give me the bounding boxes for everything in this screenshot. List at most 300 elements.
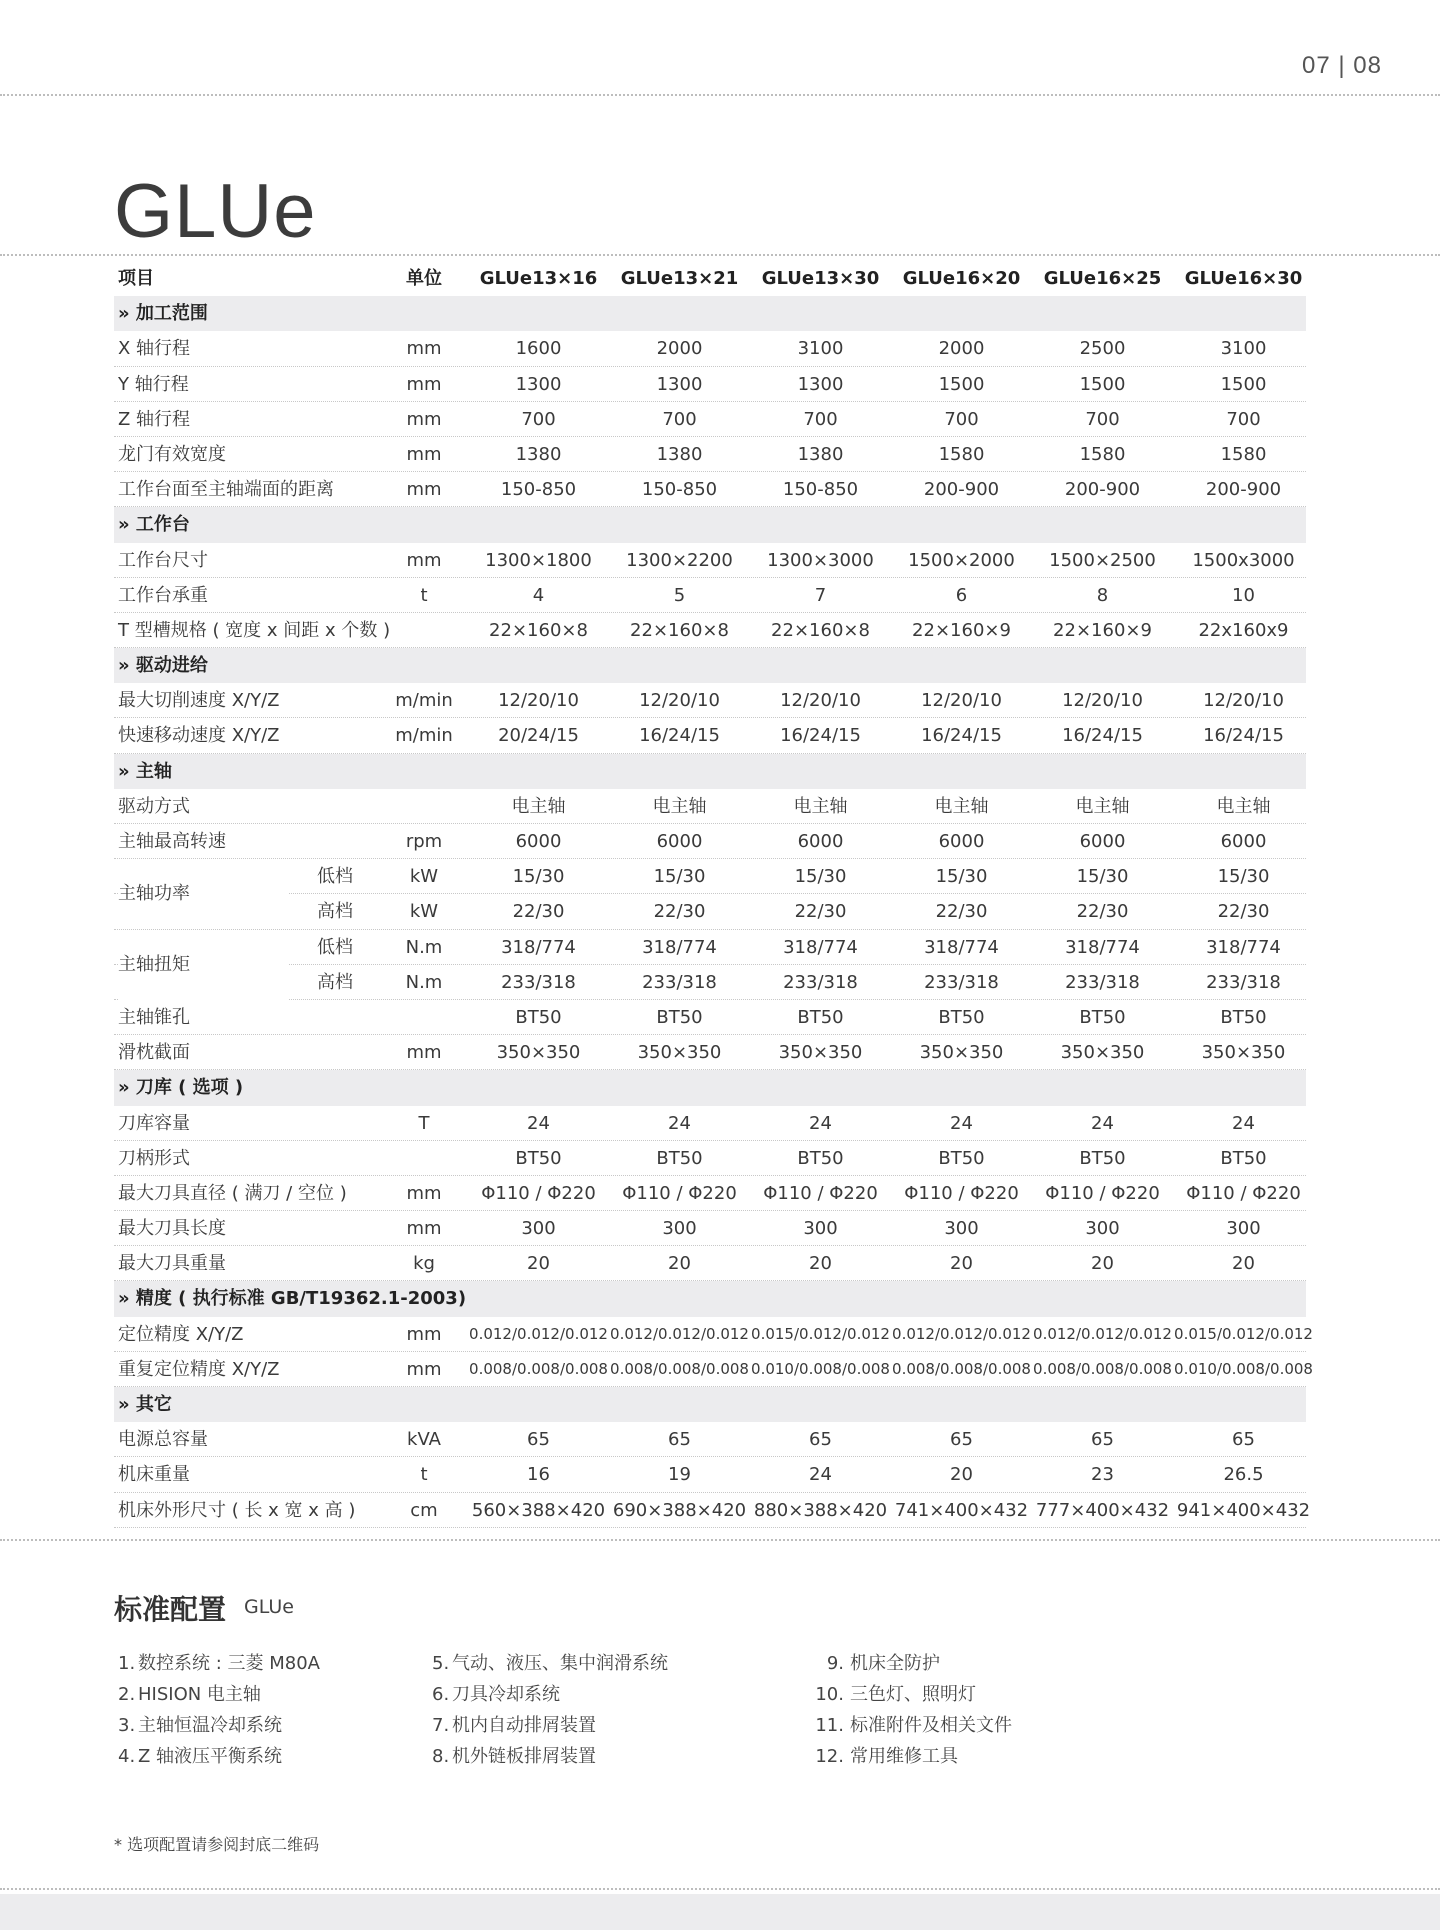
list-number: 7. [432, 1715, 450, 1736]
row-unit: mm [406, 1042, 442, 1064]
list-item [808, 1648, 1012, 1679]
cell-value: BT50 [797, 1147, 844, 1169]
cell-value: 233/318 [924, 971, 999, 993]
cell-value: 2000 [938, 338, 985, 360]
cell-value: 0.010/0.008/0.008 [751, 1359, 890, 1378]
list-item [432, 1679, 668, 1710]
cell-value: 15/30 [653, 866, 706, 888]
cell-value: BT50 [797, 1006, 844, 1028]
list-number: 5. [432, 1653, 450, 1674]
cell-value: 233/318 [501, 971, 576, 993]
row-unit: mm [406, 1218, 442, 1240]
list-item [808, 1679, 1012, 1710]
cell-value: 777×400×432 [1035, 1499, 1170, 1521]
cell-value: BT50 [656, 1147, 703, 1169]
cell-value: 300 [1085, 1218, 1120, 1240]
row-item: T 型槽规格 ( 宽度 x 间距 x 个数 ) [118, 619, 391, 641]
table-row [114, 437, 1306, 472]
cell-value: 16 [527, 1464, 550, 1486]
list-text: Z 轴液压平衡系统 [138, 1746, 283, 1767]
cell-value: 65 [527, 1429, 550, 1451]
section-header [114, 754, 1306, 789]
cell-value: 300 [521, 1218, 556, 1240]
cell-value: 6000 [797, 831, 844, 852]
row-item: Y 轴行程 [118, 373, 189, 395]
list-item [118, 1648, 320, 1679]
row-item: X 轴行程 [118, 338, 191, 360]
cell-value: 300 [1226, 1218, 1261, 1240]
cell-value: 电主轴 [652, 795, 707, 817]
bottom-divider [0, 1888, 1440, 1890]
row-unit: t [420, 584, 428, 606]
table-row [114, 472, 1306, 507]
cell-value: 22/30 [1217, 901, 1270, 923]
list-text: 标准附件及相关文件 [850, 1715, 1012, 1736]
cell-value: 0.008/0.008/0.008 [892, 1359, 1031, 1378]
cell-value: 6 [955, 584, 968, 606]
table-row [114, 930, 1306, 965]
cell-value: 15/30 [1217, 866, 1270, 888]
row-sub: 高档 [317, 901, 353, 923]
cell-value: 0.012/0.012/0.012 [1033, 1324, 1172, 1343]
table-row [114, 789, 1306, 824]
list-item [808, 1710, 1012, 1741]
cell-value: 12/20/10 [780, 690, 861, 712]
cell-value: Φ110 / Φ220 [763, 1182, 878, 1204]
cell-value: 233/318 [783, 971, 858, 993]
cell-value: 3100 [1220, 338, 1267, 360]
row-unit: kg [413, 1253, 435, 1275]
cell-value: 700 [1226, 408, 1261, 430]
cell-value: 65 [1232, 1429, 1255, 1451]
row-item: Z 轴行程 [118, 408, 191, 430]
list-text: 机外链板排屑装置 [452, 1746, 596, 1767]
cell-value: 2500 [1079, 338, 1126, 360]
cell-value: 1380 [797, 443, 844, 465]
cell-value: 6000 [938, 831, 985, 852]
cell-value: 16/24/15 [1062, 725, 1143, 747]
cell-value: 20 [527, 1253, 550, 1275]
cell-value: 65 [1091, 1429, 1114, 1451]
cell-value: 15/30 [935, 866, 988, 888]
header-model: GLUe13×16 [479, 268, 598, 289]
cell-value: 65 [950, 1429, 973, 1451]
cell-value: 24 [1232, 1112, 1255, 1134]
standard-config-title: 标准配置 [114, 1593, 227, 1626]
cell-value: 233/318 [1206, 971, 1281, 993]
table-row [114, 578, 1306, 613]
row-unit: mm [406, 408, 442, 430]
cell-value: 20 [1091, 1253, 1114, 1275]
cell-value: 22×160×9 [1053, 619, 1152, 641]
cell-value: 16/24/15 [639, 725, 720, 747]
row-item: 电源总容量 [118, 1429, 208, 1451]
row-item: 快速移动速度 X/Y/Z [118, 725, 280, 747]
cell-value: 24 [668, 1112, 691, 1134]
list-text: 气动、液压、集中润滑系统 [452, 1653, 668, 1674]
cell-value: 1380 [515, 443, 562, 465]
cell-value: 16/24/15 [780, 725, 861, 747]
cell-value: 22/30 [794, 901, 847, 923]
footnote: * 选项配置请参阅封底二维码 [114, 1835, 320, 1854]
list-number: 10. [815, 1684, 844, 1705]
row-item: 最大切削速度 X/Y/Z [118, 690, 280, 712]
list-number: 11. [815, 1715, 844, 1736]
header-model: GLUe16×20 [902, 268, 1021, 289]
cell-value: 5 [673, 584, 686, 606]
cell-value: 700 [1085, 408, 1120, 430]
cell-value: 24 [809, 1112, 832, 1134]
section-title: » 精度 ( 执行标准 GB/T19362.1-2003) [118, 1288, 467, 1310]
cell-value: 318/774 [783, 936, 858, 958]
table-bottom-divider [0, 1539, 1440, 1541]
section-header [114, 1387, 1306, 1422]
list-item [432, 1648, 668, 1679]
cell-value: 1500x3000 [1192, 549, 1295, 571]
table-row [114, 1317, 1313, 1352]
table-row [114, 1352, 1313, 1387]
cell-value: 12/20/10 [1062, 690, 1143, 712]
cell-value: 690×388×420 [612, 1499, 747, 1521]
row-unit: T [418, 1112, 430, 1134]
row-unit: m/min [395, 690, 453, 712]
table-row [114, 1493, 1311, 1528]
cell-value: 1580 [938, 443, 985, 465]
cell-value: 26.5 [1223, 1464, 1264, 1486]
table-row [114, 331, 1306, 366]
table-row [114, 1000, 1306, 1035]
row-item: 最大刀具直径 ( 满刀 / 空位 ) [118, 1182, 347, 1204]
row-unit: kVA [407, 1429, 441, 1451]
list-text: 刀具冷却系统 [452, 1684, 560, 1705]
section-header [114, 648, 1306, 683]
cell-value: 350×350 [778, 1042, 863, 1064]
header-item: 项目 [118, 268, 154, 289]
list-number: 4. [118, 1746, 136, 1767]
cell-value: 700 [803, 408, 838, 430]
table-row [114, 1035, 1306, 1070]
table-row [114, 543, 1306, 578]
row-sub: 低档 [317, 936, 353, 958]
row-item: 刀柄形式 [118, 1147, 190, 1169]
section-title: » 刀库 ( 选项 ) [118, 1077, 244, 1099]
cell-value: 300 [803, 1218, 838, 1240]
cell-value: 300 [944, 1218, 979, 1240]
cell-value: 19 [668, 1464, 691, 1486]
cell-value: 2000 [656, 338, 703, 360]
row-item: 重复定位精度 X/Y/Z [118, 1358, 280, 1380]
list-item [118, 1741, 320, 1772]
cell-value: 电主轴 [1216, 795, 1271, 817]
table-row [114, 965, 1306, 1000]
cell-value: 电主轴 [511, 795, 566, 817]
cell-value: 3100 [797, 338, 844, 360]
table-row [114, 367, 1306, 402]
row-item: 驱动方式 [118, 795, 190, 817]
row-unit: rpm [405, 831, 443, 852]
cell-value: 22/30 [935, 901, 988, 923]
cell-value: BT50 [1220, 1006, 1267, 1028]
cell-value: 12/20/10 [498, 690, 579, 712]
list-text: 常用维修工具 [850, 1746, 958, 1767]
cell-value: 1500 [1220, 373, 1267, 395]
cell-value: 6000 [1079, 831, 1126, 852]
table-header [114, 261, 1306, 296]
bottom-band [0, 1894, 1440, 1930]
cell-value: 350×350 [1060, 1042, 1145, 1064]
row-unit: mm [406, 479, 442, 501]
row-unit: mm [406, 1358, 442, 1380]
cell-value: BT50 [1079, 1147, 1126, 1169]
row-unit: mm [406, 443, 442, 465]
cell-value: 22x160x9 [1198, 619, 1289, 641]
list-number: 3. [118, 1715, 136, 1736]
cell-value: 20 [950, 1253, 973, 1275]
list-item [432, 1710, 668, 1741]
cell-value: 233/318 [642, 971, 717, 993]
row-group: 主轴功率 [118, 859, 288, 929]
cell-value: 22×160×9 [912, 619, 1011, 641]
row-sub: 高档 [317, 971, 353, 993]
list-item [118, 1710, 320, 1741]
cell-value: 8 [1096, 584, 1109, 606]
row-item: 主轴最高转速 [118, 831, 226, 852]
standard-config-column [808, 1648, 1012, 1772]
cell-value: 1500 [938, 373, 985, 395]
cell-value: BT50 [938, 1006, 985, 1028]
cell-value: 22×160×8 [771, 619, 870, 641]
cell-value: 23 [1091, 1464, 1114, 1486]
cell-value: 741×400×432 [894, 1499, 1029, 1521]
cell-value: 电主轴 [793, 795, 848, 817]
cell-value: Φ110 / Φ220 [1045, 1182, 1160, 1204]
cell-value: 1300×2200 [626, 549, 733, 571]
cell-value: 200-900 [1205, 479, 1282, 501]
row-item: 机床外形尺寸 ( 长 x 宽 x 高 ) [118, 1499, 356, 1521]
cell-value: 1580 [1220, 443, 1267, 465]
section-title: » 驱动进给 [118, 655, 208, 677]
list-number: 6. [432, 1684, 450, 1705]
table-row [114, 402, 1306, 437]
header-model: GLUe13×21 [620, 268, 739, 289]
cell-value: 1500×2500 [1049, 549, 1156, 571]
cell-value: 700 [521, 408, 556, 430]
cell-value: BT50 [1220, 1147, 1267, 1169]
list-number: 2. [118, 1684, 136, 1705]
cell-value: 318/774 [501, 936, 576, 958]
row-item: 最大刀具重量 [118, 1253, 226, 1275]
top-divider [0, 94, 1440, 96]
cell-value: 150-850 [641, 479, 718, 501]
row-item: 工作台承重 [118, 584, 208, 606]
standard-config-column [432, 1648, 668, 1772]
row-unit: mm [406, 549, 442, 571]
cell-value: 318/774 [1065, 936, 1140, 958]
cell-value: 1300 [797, 373, 844, 395]
cell-value: 1300 [515, 373, 562, 395]
cell-value: 1300 [656, 373, 703, 395]
section-title: » 加工范围 [118, 303, 208, 325]
cell-value: 200-900 [1064, 479, 1141, 501]
cell-value: 15/30 [512, 866, 565, 888]
section-title: » 工作台 [118, 514, 190, 536]
cell-value: 0.012/0.012/0.012 [469, 1324, 608, 1343]
cell-value: 6000 [656, 831, 703, 852]
cell-value: 24 [527, 1112, 550, 1134]
list-item [118, 1679, 320, 1710]
row-unit: kW [409, 866, 439, 888]
cell-value: 0.010/0.008/0.008 [1174, 1359, 1313, 1378]
cell-value: 12/20/10 [1203, 690, 1284, 712]
cell-value: 24 [809, 1464, 832, 1486]
cell-value: 6000 [1220, 831, 1267, 852]
cell-value: 20 [668, 1253, 691, 1275]
cell-value: 0.008/0.008/0.008 [1033, 1359, 1172, 1378]
cell-value: 200-900 [923, 479, 1000, 501]
cell-value: 1600 [515, 338, 562, 360]
row-item: 定位精度 X/Y/Z [118, 1323, 244, 1345]
page-number: 07 | 08 [1302, 52, 1382, 79]
cell-value: BT50 [515, 1006, 562, 1028]
cell-value: 65 [809, 1429, 832, 1451]
section-header [114, 296, 1306, 331]
list-number: 12. [815, 1746, 844, 1767]
cell-value: 700 [662, 408, 697, 430]
cell-value: 233/318 [1065, 971, 1140, 993]
table-row [114, 824, 1306, 859]
table-row [114, 1422, 1306, 1457]
section-header [114, 1281, 1306, 1316]
cell-value: 0.012/0.012/0.012 [892, 1324, 1031, 1343]
cell-value: 22×160×8 [489, 619, 588, 641]
cell-value: 150-850 [500, 479, 577, 501]
section-title: » 主轴 [118, 760, 172, 782]
cell-value: 24 [950, 1112, 973, 1134]
table-row [114, 1176, 1306, 1211]
title-divider [0, 254, 1440, 256]
header-unit: 单位 [406, 268, 442, 289]
list-number: 9. [826, 1653, 844, 1674]
cell-value: 318/774 [924, 936, 999, 958]
cell-value: 0.008/0.008/0.008 [469, 1359, 608, 1378]
cell-value: Φ110 / Φ220 [622, 1182, 737, 1204]
cell-value: 0.015/0.012/0.012 [751, 1324, 890, 1343]
list-item [432, 1741, 668, 1772]
row-group: 主轴扭矩 [118, 930, 288, 1000]
cell-value: 22/30 [512, 901, 565, 923]
cell-value: 电主轴 [1075, 795, 1130, 817]
cell-value: 7 [814, 584, 827, 606]
cell-value: 350×350 [637, 1042, 722, 1064]
list-number: 8. [432, 1746, 450, 1767]
cell-value: 4 [532, 584, 545, 606]
cell-value: Φ110 / Φ220 [481, 1182, 596, 1204]
row-unit: mm [406, 1323, 442, 1345]
cell-value: 15/30 [794, 866, 847, 888]
row-item: 主轴锥孔 [118, 1006, 190, 1028]
cell-value: 700 [944, 408, 979, 430]
cell-value: Φ110 / Φ220 [1186, 1182, 1301, 1204]
section-header [114, 507, 1306, 542]
cell-value: BT50 [1079, 1006, 1126, 1028]
cell-value: 24 [1091, 1112, 1114, 1134]
cell-value: 12/20/10 [639, 690, 720, 712]
cell-value: 350×350 [1201, 1042, 1286, 1064]
table-row [114, 1457, 1306, 1492]
cell-value: 22×160×8 [630, 619, 729, 641]
list-text: 机内自动排屑装置 [452, 1715, 596, 1736]
standard-config-subtitle: GLUe [244, 1596, 294, 1618]
cell-value: 20 [950, 1464, 973, 1486]
cell-value: 20 [1232, 1253, 1255, 1275]
list-item [808, 1741, 1012, 1772]
list-text: 数控系统 : 三菱 M80A [138, 1653, 320, 1674]
cell-value: 20 [809, 1253, 832, 1275]
row-unit: mm [406, 1182, 442, 1204]
table-row [114, 718, 1306, 753]
row-item: 刀库容量 [118, 1112, 190, 1134]
row-unit: N.m [405, 971, 443, 993]
spec-table [114, 261, 1313, 1528]
table-row [114, 683, 1306, 718]
list-text: 主轴恒温冷却系统 [138, 1715, 282, 1736]
cell-value: 1500×2000 [908, 549, 1015, 571]
cell-value: 1300×1800 [485, 549, 592, 571]
table-row [114, 1106, 1306, 1141]
row-unit: cm [410, 1499, 438, 1521]
cell-value: 150-850 [782, 479, 859, 501]
cell-value: 0.015/0.012/0.012 [1174, 1324, 1313, 1343]
table-row [114, 894, 1306, 929]
cell-value: 22/30 [653, 901, 706, 923]
table-row [114, 1246, 1306, 1281]
row-unit: kW [409, 901, 439, 923]
cell-value: 22/30 [1076, 901, 1129, 923]
list-number: 1. [118, 1653, 136, 1674]
row-item: 工作台面至主轴端面的距离 [118, 479, 334, 501]
cell-value: BT50 [515, 1147, 562, 1169]
row-unit: m/min [395, 725, 453, 747]
cell-value: 16/24/15 [1203, 725, 1284, 747]
row-item: 最大刀具长度 [118, 1218, 226, 1240]
row-item: 龙门有效宽度 [118, 443, 226, 465]
row-unit: N.m [405, 936, 443, 958]
cell-value: 300 [662, 1218, 697, 1240]
list-text: HISION 电主轴 [138, 1684, 261, 1705]
cell-value: 0.008/0.008/0.008 [610, 1359, 749, 1378]
cell-value: 1380 [656, 443, 703, 465]
table-row [114, 613, 1306, 648]
row-item: 机床重量 [118, 1464, 190, 1486]
cell-value: 1500 [1079, 373, 1126, 395]
cell-value: 350×350 [496, 1042, 581, 1064]
cell-value: 15/30 [1076, 866, 1129, 888]
header-model: GLUe13×30 [761, 268, 880, 289]
table-row [114, 1141, 1306, 1176]
cell-value: 65 [668, 1429, 691, 1451]
section-header [114, 1070, 1306, 1105]
row-unit: mm [406, 338, 442, 360]
cell-value: 6000 [515, 831, 562, 852]
cell-value: 941×400×432 [1176, 1499, 1311, 1521]
cell-value: BT50 [656, 1006, 703, 1028]
cell-value: 电主轴 [934, 795, 989, 817]
header-model: GLUe16×25 [1043, 268, 1162, 289]
row-sub: 低档 [317, 866, 353, 888]
cell-value: 16/24/15 [921, 725, 1002, 747]
row-item: 滑枕截面 [118, 1042, 190, 1064]
cell-value: 10 [1232, 584, 1255, 606]
